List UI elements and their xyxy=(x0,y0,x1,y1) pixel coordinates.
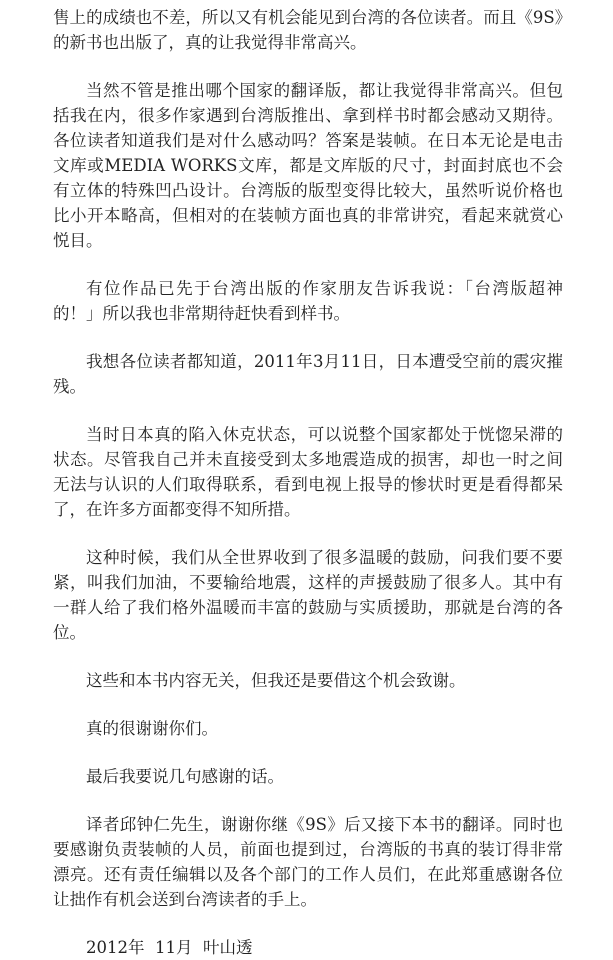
paragraph-author-friend: 有位作品已先于台湾出版的作家朋友告诉我说：「台湾版超神的！」所以我也非常期待赶快看到样书。 xyxy=(53,279,563,323)
paragraph-acknowledgements: 译者邱钟仁先生，谢谢你继《9S》后又接下本书的翻译。同时也要感谢负责装帧的人员，前面也提到过，台湾版的书真的装订得非常漂亮。还有责任编辑以及各个部门的工作人员们，在此郑重感谢各位让拙作有机会送到台湾读者的手上。 xyxy=(53,815,563,909)
signature-line: 2012年 11月 叶山透 xyxy=(86,938,253,957)
document-page xyxy=(53,5,563,960)
paragraph-continuation: 售上的成绩也不差，所以又有机会能见到台湾的各位读者。而且《9S》的新书也出版了，真的让我觉得非常高兴。 xyxy=(53,8,563,52)
paragraph-earthquake-date: 我想各位读者都知道，2011年3月11日，日本遭受空前的震灾摧残。 xyxy=(53,352,563,396)
paragraph-translation-editions: 当然不管是推出哪个国家的翻译版，都让我觉得非常高兴。但包括我在内，很多作家遇到台湾版推出、拿到样书时都会感动又期待。各位读者知道我们是对什么感动吗？答案是装帧。在日本无论是电击文库或MEDIA WORKS文库，都是文库版的尺寸，封面封底也不会有立体的特殊凹凸设计。台湾版的版型变得比较大，虽然听说价格也比小开本略高，但相对的在装帧方面也真的非常讲究，看起来就赏心悦目。 xyxy=(53,81,563,250)
paragraph-thanks-opportunity: 这些和本书内容无关，但我还是要借这个机会致谢。 xyxy=(86,671,466,690)
paragraph-support-from-taiwan: 这种时候，我们从全世界收到了很多温暖的鼓励，问我们要不要紧，叫我们加油，不要输给地震，这样的声援鼓励了很多人。其中有一群人给了我们格外温暖而丰富的鼓励与实质援助，那就是台湾的各位。 xyxy=(53,548,563,642)
paragraph-thank-you: 真的很谢谢你们。 xyxy=(86,719,218,738)
paragraph-shock-state: 当时日本真的陷入休克状态，可以说整个国家都处于恍惚呆滞的状态。尽管我自己并未直接受到太多地震造成的损害，却也一时之间无法与认识的人们取得联系，看到电视上报导的惨状时更是看得都呆了，在许多方面都变得不知所措。 xyxy=(53,425,563,519)
paragraph-closing-intro: 最后我要说几句感谢的话。 xyxy=(86,767,284,786)
